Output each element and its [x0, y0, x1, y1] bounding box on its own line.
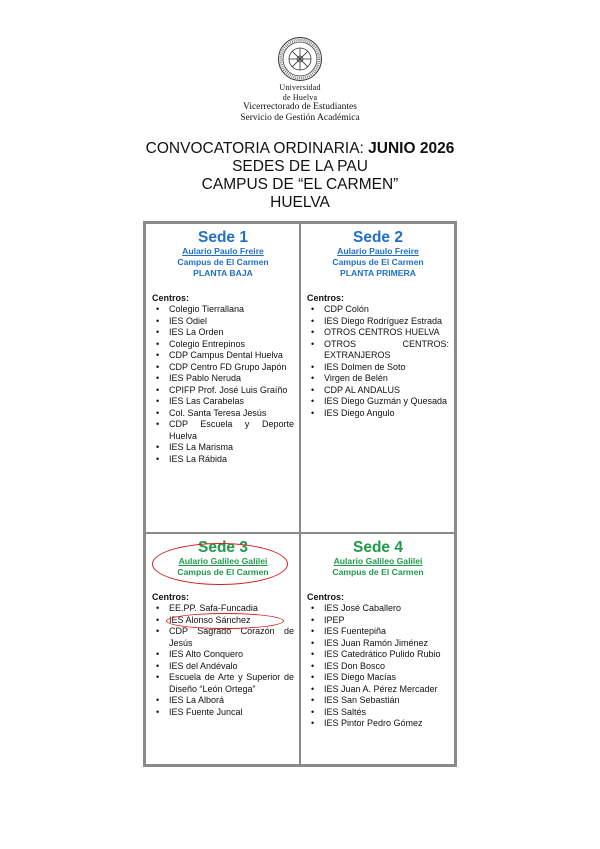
centro-item: • IES San Sebastián — [307, 695, 449, 707]
sede-4-centros-label: Centros: — [307, 592, 345, 602]
centro-item: • IES del Andévalo — [152, 661, 294, 673]
university-seal-icon — [277, 36, 323, 82]
centro-item: • Virgen de Belén — [307, 373, 449, 385]
centro-item: • IES Diego Angulo — [307, 408, 449, 420]
sede-1-centros-list — [152, 304, 294, 465]
sedes-table — [143, 221, 457, 767]
sede-2-title: Sede 2 — [353, 229, 403, 246]
title-line4: HUELVA — [270, 194, 330, 211]
sede-3-location — [152, 556, 294, 578]
centro-item: • Colegio Entrepinos — [152, 339, 294, 351]
title-line3: CAMPUS DE “EL CARMEN” — [201, 176, 399, 193]
sede-1-cell — [145, 223, 300, 533]
sede-1-building: Aulario Paulo Freire — [182, 246, 264, 256]
centro-item: • CDP Sagrado Corazón de Jesús — [152, 626, 294, 649]
centro-item: • IES Fuentepiña — [307, 626, 449, 638]
centro-item: • CDP Campus Dental Huelva — [152, 350, 294, 362]
sede-2-floor: PLANTA PRIMERA — [340, 268, 416, 278]
centro-item: • Escuela de Arte y Superior de Diseño “León Ortega” — [152, 672, 294, 695]
sede-2-location — [307, 246, 449, 279]
centro-item: • IES Las Carabelas — [152, 396, 294, 408]
sede-2-centros-label: Centros: — [307, 293, 345, 303]
centro-item: • IES Odiel — [152, 316, 294, 328]
sede-4-location — [307, 556, 449, 578]
sede-2-cell — [300, 223, 455, 533]
sede-4-centros-list — [307, 603, 449, 730]
sede-1-location — [152, 246, 294, 279]
sede-2-centros-list — [307, 304, 449, 419]
centro-item: • OTROS CENTROS HUELVA — [307, 327, 449, 339]
centro-item: • IES Don Bosco — [307, 661, 449, 673]
centro-item: • IES José Caballero — [307, 603, 449, 615]
sede-1-centros-label: Centros: — [152, 293, 190, 303]
sede-1-campus: Campus de El Carmen — [177, 257, 269, 267]
sede-1-title: Sede 1 — [198, 229, 248, 246]
sede-4-campus: Campus de El Carmen — [332, 567, 424, 577]
centro-item: • IES Dolmen de Soto — [307, 362, 449, 374]
sede-3-centros-label: Centros: — [152, 592, 190, 602]
sede-4-cell — [300, 533, 455, 765]
centro-item: • IES Pablo Neruda — [152, 373, 294, 385]
centro-item: • EE.PP. Safa-Funcadia — [152, 603, 294, 615]
letterhead — [0, 36, 600, 124]
centro-item: • IES Pintor Pedro Gómez — [307, 718, 449, 730]
sede-4-building: Aulario Galileo Galilei — [333, 556, 423, 566]
sede-2-building: Aulario Paulo Freire — [337, 246, 419, 256]
sede-2-campus: Campus de El Carmen — [332, 257, 424, 267]
centro-item: • IES Juan A. Pérez Mercader — [307, 684, 449, 696]
centro-item: • IES Juan Ramón Jiménez — [307, 638, 449, 650]
centro-item: • IES La Orden — [152, 327, 294, 339]
centro-item: • CDP Escuela y Deporte Huelva — [152, 419, 294, 442]
document-title — [0, 140, 600, 212]
sede-3-centros-list — [152, 603, 294, 718]
centro-item: • IES La Marisma — [152, 442, 294, 454]
centro-item: • IES Alto Conquero — [152, 649, 294, 661]
title-line2: SEDES DE LA PAU — [232, 158, 368, 175]
centro-item: • Colegio Tierrallana — [152, 304, 294, 316]
title-line1 — [0, 140, 600, 158]
title-line1-bold: JUNIO 2026 — [368, 140, 455, 157]
centro-item: • IES La Rábida — [152, 454, 294, 466]
sede-4-title: Sede 4 — [353, 539, 403, 556]
sede-3-campus: Campus de El Carmen — [177, 567, 269, 577]
centro-item: • IES Diego Macías — [307, 672, 449, 684]
centro-item: • IPEP — [307, 615, 449, 627]
sede-1-floor: PLANTA BAJA — [193, 268, 253, 278]
centro-item: • Col. Santa Teresa Jesús — [152, 408, 294, 420]
centro-item: • IES Alonso Sánchez — [152, 615, 294, 627]
office-line1: Vicerrectorado de Estudiantes — [243, 102, 357, 112]
centro-item: • IES Catedrático Pulido Rubio — [307, 649, 449, 661]
sede-3-cell — [145, 533, 300, 765]
office-line2: Servicio de Gestión Académica — [240, 113, 360, 123]
centro-item: • IES Saltés — [307, 707, 449, 719]
title-line1-normal: CONVOCATORIA ORDINARIA: — [145, 140, 369, 157]
centro-item: • OTROS CENTROS: EXTRANJEROS — [307, 339, 449, 362]
centro-item: • CDP Colón — [307, 304, 449, 316]
centro-item: • IES Diego Guzmán y Quesada — [307, 396, 449, 408]
centro-item: • IES Diego Rodríguez Estrada — [307, 316, 449, 328]
centro-item: • IES La Alborá — [152, 695, 294, 707]
sede-3-building: Aulario Galileo Galilei — [178, 556, 268, 566]
sede-3-title: Sede 3 — [198, 539, 248, 556]
centro-item: • CDP Centro FD Grupo Japón — [152, 362, 294, 374]
centro-item: • CDP AL ANDALUS — [307, 385, 449, 397]
centro-item: • IES Fuente Juncal — [152, 707, 294, 719]
centro-item: • CPIFP Prof. José Luis Graíño — [152, 385, 294, 397]
university-name-line1: Universidad — [279, 83, 321, 92]
university-name-line2: de Huelva — [282, 93, 318, 102]
